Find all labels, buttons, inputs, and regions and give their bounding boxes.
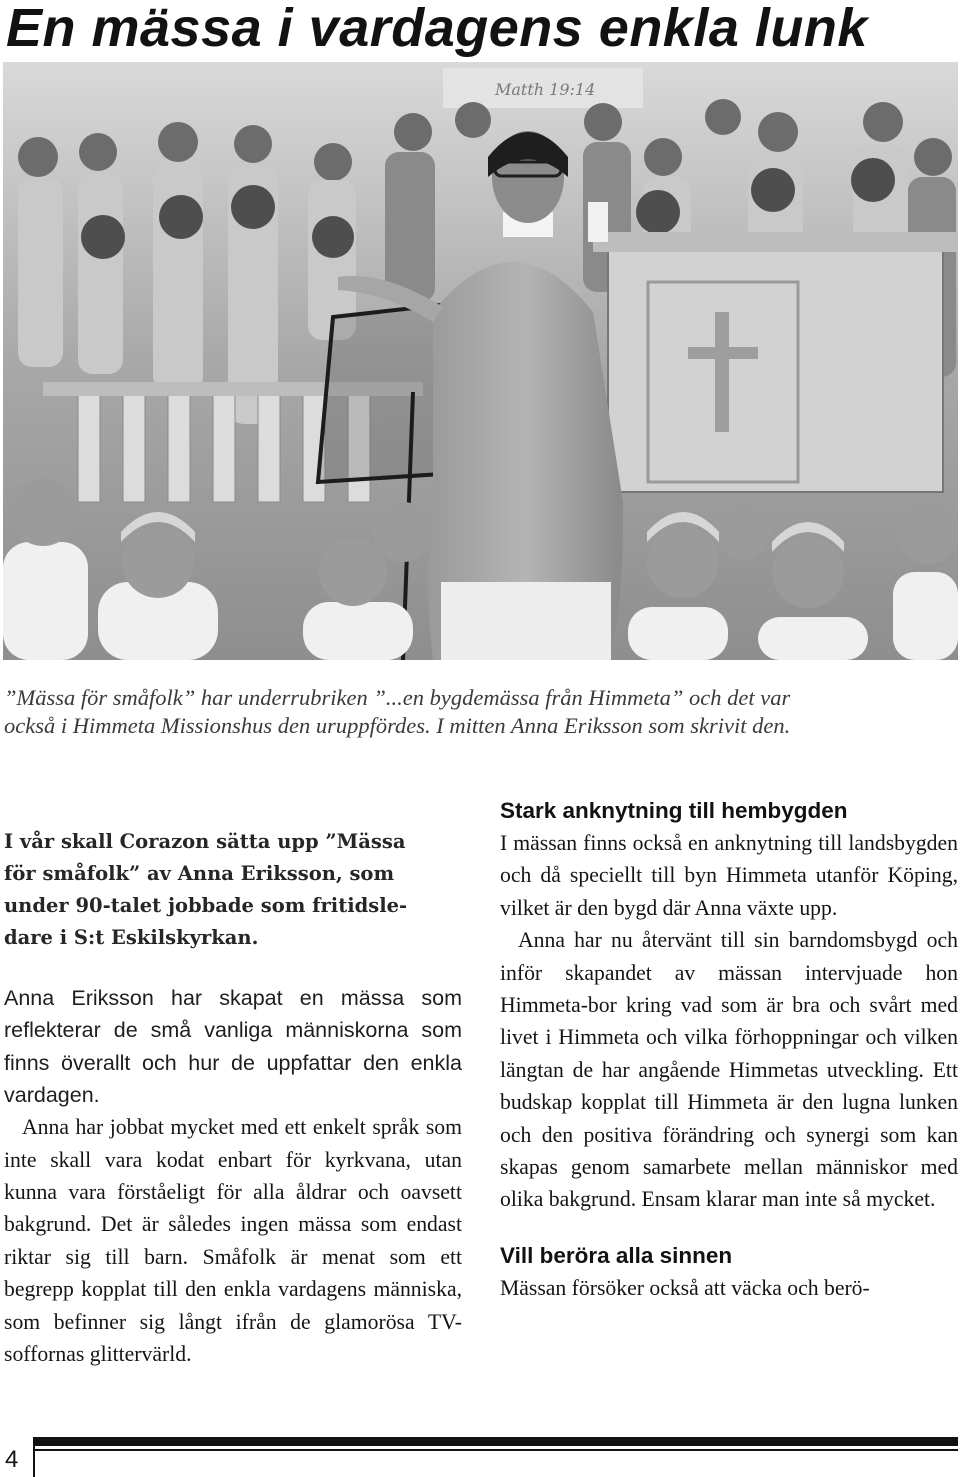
section-heading: Stark anknytning till hembygden <box>500 798 848 823</box>
footer-rule-thin <box>34 1449 958 1451</box>
intro-paragraph: Anna Eriksson har skapat en mässa som reflekterar de små vanliga människorna som finns överallt och hur de uppfattar den enkla vardagen. <box>4 986 462 1107</box>
body-paragraph: Anna har jobbat mycket med ett enkelt språk som inte skall vara kodat enbart för kyrkvana, utan kunna vara förståeligt för alla åldrar och oavsett bakgrund. Det är således ingen mässa som endast riktar sig till barn. Småfolk är menat som ett begrepp kopplat till den enkla vardagens människa, som befinner sig långt ifrån de glamorösa TV-soffornas glittervärld. <box>4 1115 462 1367</box>
lead-line: dare i S:t Eskilskyrkan. <box>4 926 259 949</box>
banner-text: Matth 19:14 <box>495 80 596 99</box>
lead-line: I vår skall Corazon sätta upp ”Mässa <box>4 830 406 853</box>
footer-rule-vertical <box>33 1437 35 1477</box>
left-column <box>4 826 462 1370</box>
lead-paragraph <box>4 826 462 954</box>
page-number: 4 <box>5 1446 19 1473</box>
photo-caption <box>4 684 959 740</box>
article-photo <box>3 62 958 660</box>
body-paragraph: Mässan försöker också att väcka och berö- <box>500 1275 870 1300</box>
caption-line: också i Himmeta Missionshus den uruppfördes. I mitten Anna Eriksson som skrivit den. <box>4 713 791 738</box>
lead-line: under 90-talet jobbade som fritidsle- <box>4 894 408 917</box>
article-headline: En mässa i vardagens enkla lunk <box>6 0 868 58</box>
lead-line: för småfolk” av Anna Eriksson, som <box>4 862 395 885</box>
right-column <box>500 795 958 1304</box>
body-paragraph: I mässan finns också en anknytning till landsbygden och då speciellt till byn Himmeta utanför Köping, vilket är den bygd där Anna växte upp. <box>500 831 958 920</box>
section-heading: Vill beröra alla sinnen <box>500 1242 733 1268</box>
body-paragraph: Anna har nu återvänt till sin barndomsbygd och inför skapandet av mässan intervjuade hon Himmeta-bor kring vad som är bra och svårt med livet i Himmeta och vilka förhoppningar och vilken längtan de har angående Himmetas utveckling. Ett budskap kopplat till Himmeta är den lugna lunken och den positiva förändring och synergi som kan skapas genom samarbete mellan människor med olika bakgrund. Ensam klarar man inte så mycket. <box>500 928 958 1212</box>
caption-line: ”Mässa för småfolk” har underrubriken ”...en bygdemässa från Himmeta” och det var <box>4 685 791 710</box>
footer-rule <box>34 1437 958 1446</box>
